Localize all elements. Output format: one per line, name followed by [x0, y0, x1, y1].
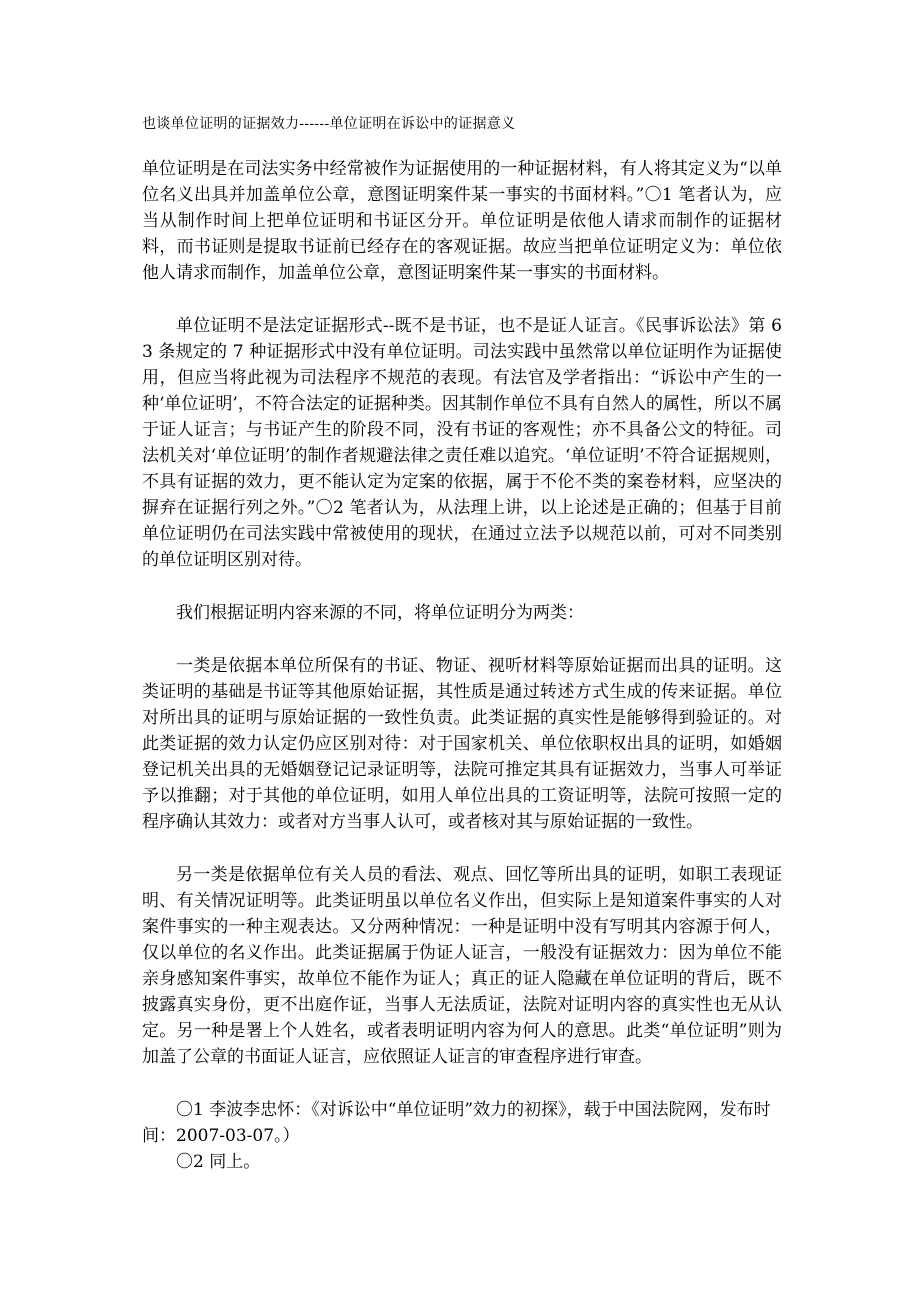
- document-body: [142, 156, 782, 1175]
- paragraph-category-one: 一类是依据本单位所保有的书证、物证、视听材料等原始证据而出具的证明。这类证明的基础是书证等其他原始证据，其性质是通过转述方式生成的传来证据。单位对所出具的证明与原始证据的一致性负责。此类证据的真实性是能够得到验证的。对此类证据的效力认定仍应区别对待：对于国家机关、单位依职权出具的证明，如婚姻登记机关出具的无婚姻登记记录证明等，法院可推定其具有证据效力，当事人可举证予以推翻；对于其他的单位证明，如用人单位出具的工资证明等，法院可按照一定的程序确认其效力：或者对方当事人认可，或者核对其与原始证据的一致性。: [142, 656, 782, 832]
- footnote-2: 〇2 同上。: [176, 1152, 261, 1172]
- paragraph-legal-status: 单位证明不是法定证据形式--既不是书证，也不是证人证言。《民事诉讼法》第 63 条规定的 7 种证据形式中没有单位证明。司法实践中虽然常以单位证明作为证据使用，但应当将此视为司法程序不规范的表现。有法官及学者指出：“诉讼中产生的一种‘单位证明’，不符合法定的证据种类。因其制作单位不具有自然人的属性，所以不属于证人证言；与书证产生的阶段不同，没有书证的客观性；亦不具备公文的特征。司法机关对‘单位证明’的制作者规避法律之责任难以追究。‘单位证明’不符合证据规则，不具有证据的效力，更不能认定为定案的依据，属于不伦不类的案卷材料，应坚决的摒弃在证据行列之外。”〇2 笔者认为，从法理上讲，以上论述是正确的；但基于目前单位证明仍在司法实践中常被使用的现状，在通过立法予以规范以前，可对不同类别的单位证明区别对待。: [142, 316, 782, 570]
- document-title: 也谈单位证明的证据效力------单位证明在诉讼中的证据意义: [142, 116, 516, 132]
- footnotes: [142, 1097, 782, 1175]
- paragraph-category-two: 另一类是依据单位有关人员的看法、观点、回忆等所出具的证明，如职工表现证明、有关情况证明等。此类证明虽以单位名义作出，但实际上是知道案件事实的人对案件事实的一种主观表达。又分两种情况：一种是证明中没有写明其内容源于何人，仅以单位的名义作出。此类证据属于伪证人证言，一般没有证据效力：因为单位不能亲身感知案件事实，故单位不能作为证人；真正的证人隐藏在单位证明的背后，既不披露真实身份，更不出庭作证，当事人无法质证，法院对证明内容的真实性也无从认定。另一种是署上个人姓名，或者表明证明内容为何人的意思。此类“单位证明”则为加盖了公章的书面证人证言，应依照证人证言的审查程序进行审查。: [142, 865, 782, 1067]
- footnote-1: 〇1 李波李忠怀：《对诉讼中“单位证明”效力的初探》，载于中国法院网，发布时间：2007-03-07。）: [142, 1100, 771, 1146]
- paragraph-classification-intro: 我们根据证明内容来源的不同，将单位证明分为两类：: [176, 603, 584, 623]
- document-page: [142, 0, 782, 1302]
- paragraph-definition: 单位证明是在司法实务中经常被作为证据使用的一种证据材料，有人将其定义为“以单位名义出具并加盖单位公章，意图证明案件某一事实的书面材料。”〇1 笔者认为，应当从制作时间上把单位证明和书证区分开。单位证明是依他人请求而制作的证据材料，而书证则是提取书证前已经存在的客观证据。故应当把单位证明定义为：单位依他人请求而制作，加盖单位公章，意图证明案件某一事实的书面材料。: [142, 159, 782, 283]
